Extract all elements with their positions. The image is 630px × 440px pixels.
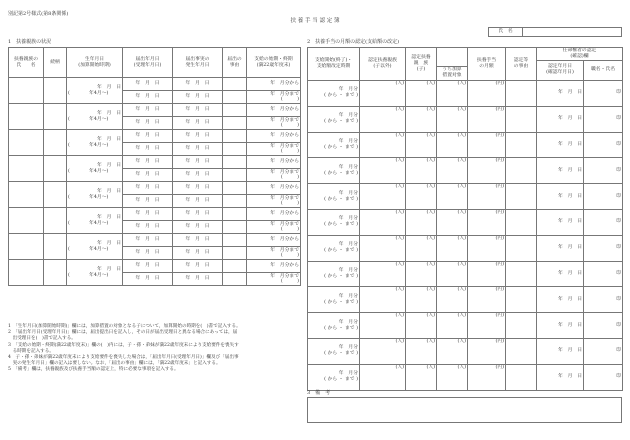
birth-date[interactable] [67,78,123,104]
allowance-row [308,287,623,313]
dependent-name[interactable] [9,78,44,104]
addition-count[interactable]: (人) [437,338,468,364]
addition-count[interactable]: (人) [437,80,468,106]
period-end[interactable]: 年 月分まで ( ) [247,117,301,130]
section3-title: 3 備 考 [307,390,331,396]
report-date[interactable]: 年 月 日 [123,247,173,260]
child-count[interactable]: (人) [406,132,437,158]
report-date[interactable]: 年 月 日 [123,234,173,247]
addition-start-text: ( 年4月～) [68,272,109,278]
non-child-count[interactable]: (人) [360,261,406,287]
cert-date[interactable]: 年 月 日 [537,184,584,210]
period-cell[interactable]: 年 月分 ( から ・ まで ) [308,132,360,158]
addition-start-text: ( 年4月～) [68,168,109,174]
period-cell[interactable]: 年 月分 ( から ・ まで ) [308,106,360,132]
report-date[interactable]: 年 月 日 [123,169,173,182]
dependent-row [9,104,301,117]
birth-date-text: 年 月 日 [97,136,121,142]
addition-count[interactable]: (人) [437,184,468,210]
cert-reason[interactable] [506,158,537,184]
addition-count[interactable]: (人) [437,106,468,132]
report-date[interactable]: 年 月 日 [123,273,173,286]
report-date[interactable]: 年 月 日 [123,117,173,130]
header-start-period: 支給開始(終了)・ 支給額改定時期 [308,48,360,81]
report-reason[interactable] [223,182,247,195]
report-date[interactable]: 年 月 日 [123,221,173,234]
event-date[interactable]: 年 月 日 [173,234,223,247]
allowance-row [308,235,623,261]
report-reason[interactable] [223,247,247,260]
child-count[interactable]: (人) [406,106,437,132]
period-end[interactable]: 年 月分まで ( ) [247,169,301,182]
header-report-date: 届出年月日 (受理年月日) [123,48,173,78]
allowance-row [308,184,623,210]
period-start[interactable]: 年 月分から [247,234,301,247]
monthly-amount[interactable]: (円) [468,287,506,313]
report-reason[interactable] [223,104,247,117]
header-reason: 届出の 事由 [223,48,247,78]
report-date[interactable]: 年 月 日 [123,91,173,104]
event-date[interactable]: 年 月 日 [173,117,223,130]
seal[interactable]: 印 [584,80,623,106]
monthly-amount[interactable]: (円) [468,132,506,158]
cert-reason[interactable] [506,287,537,313]
cert-date[interactable]: 年 月 日 [537,364,584,390]
addition-count[interactable]: (人) [437,287,468,313]
report-reason[interactable] [223,273,247,286]
event-date[interactable]: 年 月 日 [173,260,223,273]
period-cell[interactable]: 年 月分 ( から ・ まで ) [308,261,360,287]
non-child-count[interactable]: (人) [360,364,406,390]
section2-title: 2 扶養手当の月額の認定(支給額の改定) [307,39,400,45]
addition-count[interactable]: (人) [437,209,468,235]
period-cell[interactable]: 年 月分 ( から ・ まで ) [308,158,360,184]
seal[interactable]: 印 [584,209,623,235]
addition-start-text: ( 年4月～) [68,194,109,200]
form-reference: 別記第2号様式(第8条関係) [8,11,69,17]
allowance-row [308,158,623,184]
birth-date[interactable] [67,182,123,208]
non-child-count[interactable]: (人) [360,209,406,235]
header-post-name: 職名・氏名 [584,60,623,80]
non-child-count[interactable]: (人) [360,158,406,184]
report-reason[interactable] [223,78,247,91]
event-date[interactable]: 年 月 日 [173,104,223,117]
period-end[interactable]: 年 月分まで ( ) [247,195,301,208]
allowance-row [308,80,623,106]
name-label: 氏 名 [489,28,523,37]
addition-start-text: ( 年4月～) [68,142,109,148]
cert-reason[interactable] [506,364,537,390]
allowance-row [308,209,623,235]
dependent-name[interactable] [9,104,44,130]
monthly-amount[interactable]: (円) [468,261,506,287]
addition-start-text: ( 年4月～) [68,116,109,122]
header-reason2: 認定等 の事由 [506,48,537,81]
note-item: 2 「届出年月日(受理年月日)」欄には，届出提出日を記入し，その日が届出受理日と異なる場合にあっては，届 出受理日を( )書で記入する。 [8,330,238,342]
remarks-field[interactable] [307,397,622,423]
dependent-name[interactable] [9,260,44,286]
report-reason[interactable] [223,234,247,247]
birth-date-text: 年 月 日 [97,214,121,220]
child-count[interactable]: (人) [406,184,437,210]
event-date[interactable]: 年 月 日 [173,91,223,104]
period-start[interactable]: 年 月分から [247,182,301,195]
report-reason[interactable] [223,143,247,156]
report-reason[interactable] [223,130,247,143]
cert-date[interactable]: 年 月 日 [537,80,584,106]
header-period: 支給の始期・終期 (満22歳年度末) [247,48,301,78]
event-date[interactable]: 年 月 日 [173,273,223,286]
note-item: 3 「支給の始期・終期(満22歳年度末)」欄の( )内には，子・孫・弟妹が満22歳年度末により支給要件を喪失す る時期を記入する。 [8,342,239,354]
allowance-row [308,338,623,364]
report-date[interactable]: 年 月 日 [123,130,173,143]
period-end[interactable]: 年 月分まで ( ) [247,143,301,156]
period-start[interactable]: 年 月分から [247,208,301,221]
birth-date-text: 年 月 日 [97,266,121,272]
cert-reason[interactable] [506,313,537,339]
dependent-name[interactable] [9,182,44,208]
cert-date[interactable]: 年 月 日 [537,158,584,184]
cert-reason[interactable] [506,106,537,132]
period-cell[interactable]: 年 月分 ( から ・ まで ) [308,364,360,390]
event-date[interactable]: 年 月 日 [173,78,223,91]
period-start[interactable]: 年 月分から [247,156,301,169]
non-child-count[interactable]: (人) [360,132,406,158]
monthly-amount[interactable]: (円) [468,184,506,210]
report-date[interactable]: 年 月 日 [123,195,173,208]
report-reason[interactable] [223,195,247,208]
monthly-amount[interactable]: (円) [468,338,506,364]
report-reason[interactable] [223,117,247,130]
period-start[interactable]: 年 月分から [247,260,301,273]
cert-date[interactable]: 年 月 日 [537,209,584,235]
seal[interactable]: 印 [584,313,623,339]
dependent-row [9,234,301,247]
child-count[interactable]: (人) [406,235,437,261]
non-child-count[interactable]: (人) [360,287,406,313]
seal[interactable]: 印 [584,338,623,364]
child-count[interactable]: (人) [406,209,437,235]
monthly-amount[interactable]: (円) [468,313,506,339]
birth-date[interactable] [67,104,123,130]
addition-count[interactable]: (人) [437,235,468,261]
report-date[interactable]: 年 月 日 [123,156,173,169]
non-child-count[interactable]: (人) [360,106,406,132]
period-cell[interactable]: 年 月分 ( から ・ まで ) [308,313,360,339]
addition-count[interactable]: (人) [437,261,468,287]
child-count[interactable]: (人) [406,364,437,390]
dependent-row [9,260,301,273]
period-cell[interactable]: 年 月分 ( から ・ まで ) [308,184,360,210]
report-reason[interactable] [223,156,247,169]
cert-reason[interactable] [506,132,537,158]
addition-count[interactable]: (人) [437,313,468,339]
notes [8,324,300,374]
allowance-row [308,313,623,339]
cert-date[interactable]: 年 月 日 [537,287,584,313]
child-count[interactable]: (人) [406,313,437,339]
event-date[interactable]: 年 月 日 [173,221,223,234]
addition-count[interactable]: (人) [437,158,468,184]
report-reason[interactable] [223,208,247,221]
seal[interactable]: 印 [584,287,623,313]
dependent-relation[interactable] [44,208,67,234]
header-appointer: 任命権者の認定 (確認)欄 [537,48,623,61]
period-end[interactable]: 年 月分まで ( ) [247,273,301,286]
birth-date[interactable] [67,156,123,182]
non-child-count[interactable]: (人) [360,235,406,261]
event-date[interactable]: 年 月 日 [173,195,223,208]
dependent-row [9,208,301,221]
event-date[interactable]: 年 月 日 [173,247,223,260]
report-reason[interactable] [223,221,247,234]
report-reason[interactable] [223,91,247,104]
report-date[interactable]: 年 月 日 [123,143,173,156]
addition-count[interactable]: (人) [437,132,468,158]
non-child-count[interactable]: (人) [360,338,406,364]
header-cert-date: 認定年月日 (確認年月日) [537,60,584,80]
cert-reason[interactable] [506,184,537,210]
birth-date-text: 年 月 日 [97,84,121,90]
seal[interactable]: 印 [584,235,623,261]
monthly-amount[interactable]: (円) [468,158,506,184]
cert-date[interactable]: 年 月 日 [537,132,584,158]
monthly-amount[interactable]: (円) [468,80,506,106]
event-date[interactable]: 年 月 日 [173,182,223,195]
dependent-relation[interactable] [44,130,67,156]
report-reason[interactable] [223,169,247,182]
cert-date[interactable]: 年 月 日 [537,338,584,364]
period-cell[interactable]: 年 月分 ( から ・ まで ) [308,80,360,106]
dependent-name[interactable] [9,208,44,234]
allowance-table [307,47,623,391]
birth-date-text: 年 月 日 [97,110,121,116]
dependent-relation[interactable] [44,104,67,130]
dependent-relation[interactable] [44,78,67,104]
cert-date[interactable]: 年 月 日 [537,106,584,132]
header-child: 認定扶養 親 族 (子) [406,48,437,81]
monthly-amount[interactable]: (円) [468,209,506,235]
name-box [488,27,622,37]
seal[interactable]: 印 [584,261,623,287]
event-date[interactable]: 年 月 日 [173,130,223,143]
dependent-relation[interactable] [44,156,67,182]
header-amount: 扶養手当 の月額 [468,48,506,81]
birth-date-text: 年 月 日 [97,188,121,194]
allowance-row [308,261,623,287]
addition-start-text: ( 年4月～) [68,220,109,226]
header-child-blank [437,48,468,67]
period-end[interactable]: 年 月分まで ( ) [247,91,301,104]
birth-date[interactable] [67,234,123,260]
non-child-count[interactable]: (人) [360,313,406,339]
cert-reason[interactable] [506,235,537,261]
cert-reason[interactable] [506,338,537,364]
seal[interactable]: 印 [584,106,623,132]
birth-date-text: 年 月 日 [97,162,121,168]
birth-date-text: 年 月 日 [97,240,121,246]
event-date[interactable]: 年 月 日 [173,156,223,169]
seal[interactable]: 印 [584,132,623,158]
event-date[interactable]: 年 月 日 [173,208,223,221]
section1-title: 1 扶養親族の状況 [8,39,52,45]
addition-start-text: ( 年4月～) [68,246,109,252]
child-count[interactable]: (人) [406,338,437,364]
monthly-amount[interactable]: (円) [468,235,506,261]
child-count[interactable]: (人) [406,287,437,313]
period-start[interactable]: 年 月分から [247,130,301,143]
non-child-count[interactable]: (人) [360,184,406,210]
report-date[interactable]: 年 月 日 [123,182,173,195]
dependent-row [9,156,301,169]
seal[interactable]: 印 [584,184,623,210]
cert-reason[interactable] [506,80,537,106]
allowance-row [308,106,623,132]
birth-date[interactable] [67,208,123,234]
page-title: 扶 養 手 当 認 定 簿 [290,18,340,24]
report-reason[interactable] [223,260,247,273]
allowance-row [308,364,623,390]
header-name: 扶養親族の 氏 名 [9,48,44,78]
header-relation: 続柄 [44,48,67,78]
period-cell[interactable]: 年 月分 ( から ・ まで ) [308,338,360,364]
period-start[interactable]: 年 月分から [247,78,301,91]
event-date[interactable]: 年 月 日 [173,169,223,182]
note-item: 5 「備考」欄は，扶養親族及び扶養手当額の認定上，特に必要な事項を記入する。 [8,367,179,373]
dependent-name[interactable] [9,156,44,182]
dependents-table [8,47,301,286]
cert-reason[interactable] [506,261,537,287]
header-non-child: 認定扶養親族 (子以外) [360,48,406,81]
seal[interactable]: 印 [584,364,623,390]
note-item: 4 子・孫・弟妹が満22歳年度末により支給要件を喪失した場合は，「届出年月日(受理年月日)」欄及び「届出事 実の発生年月日」欄の記入は要しない。なお，「届出の事由」欄には，「満22歳年度末」と記入する。 [8,355,239,367]
dependent-relation[interactable] [44,182,67,208]
dependent-row [9,130,301,143]
dependent-row [9,78,301,91]
period-end[interactable]: 年 月分まで ( ) [247,247,301,260]
report-date[interactable]: 年 月 日 [123,208,173,221]
dependent-relation[interactable] [44,234,67,260]
period-cell[interactable]: 年 月分 ( から ・ まで ) [308,235,360,261]
child-count[interactable]: (人) [406,158,437,184]
monthly-amount[interactable]: (円) [468,364,506,390]
dependent-name[interactable] [9,234,44,260]
birth-date[interactable] [67,130,123,156]
period-cell[interactable]: 年 月分 ( から ・ まで ) [308,209,360,235]
addition-count[interactable]: (人) [437,364,468,390]
dependent-relation[interactable] [44,260,67,286]
dependent-name[interactable] [9,130,44,156]
report-date[interactable]: 年 月 日 [123,104,173,117]
non-child-count[interactable]: (人) [360,80,406,106]
period-start[interactable]: 年 月分から [247,104,301,117]
dependent-row [9,182,301,195]
cert-date[interactable]: 年 月 日 [537,313,584,339]
cert-date[interactable]: 年 月 日 [537,235,584,261]
child-count[interactable]: (人) [406,261,437,287]
allowance-row [308,132,623,158]
addition-start-text: ( 年4月～) [68,90,109,96]
name-field[interactable] [523,28,622,37]
header-event-date: 届出事実の 発生年月日 [173,48,223,78]
birth-date[interactable] [67,260,123,286]
report-date[interactable]: 年 月 日 [123,78,173,91]
note-item: 1 「生年月日(加算開始時期)」欄には，加算措置の対象となる子について，加算開始の時期を( )書で記入する。 [8,324,241,329]
cert-date[interactable]: 年 月 日 [537,261,584,287]
report-date[interactable]: 年 月 日 [123,260,173,273]
period-cell[interactable]: 年 月分 ( から ・ まで ) [308,287,360,313]
child-count[interactable]: (人) [406,80,437,106]
header-birth: 生年月日 (加算開始時期) [67,48,123,78]
header-child-sub: うち加算 措置対象 [437,66,468,80]
monthly-amount[interactable]: (円) [468,106,506,132]
event-date[interactable]: 年 月 日 [173,143,223,156]
seal[interactable]: 印 [584,158,623,184]
cert-reason[interactable] [506,209,537,235]
period-end[interactable]: 年 月分まで ( ) [247,221,301,234]
